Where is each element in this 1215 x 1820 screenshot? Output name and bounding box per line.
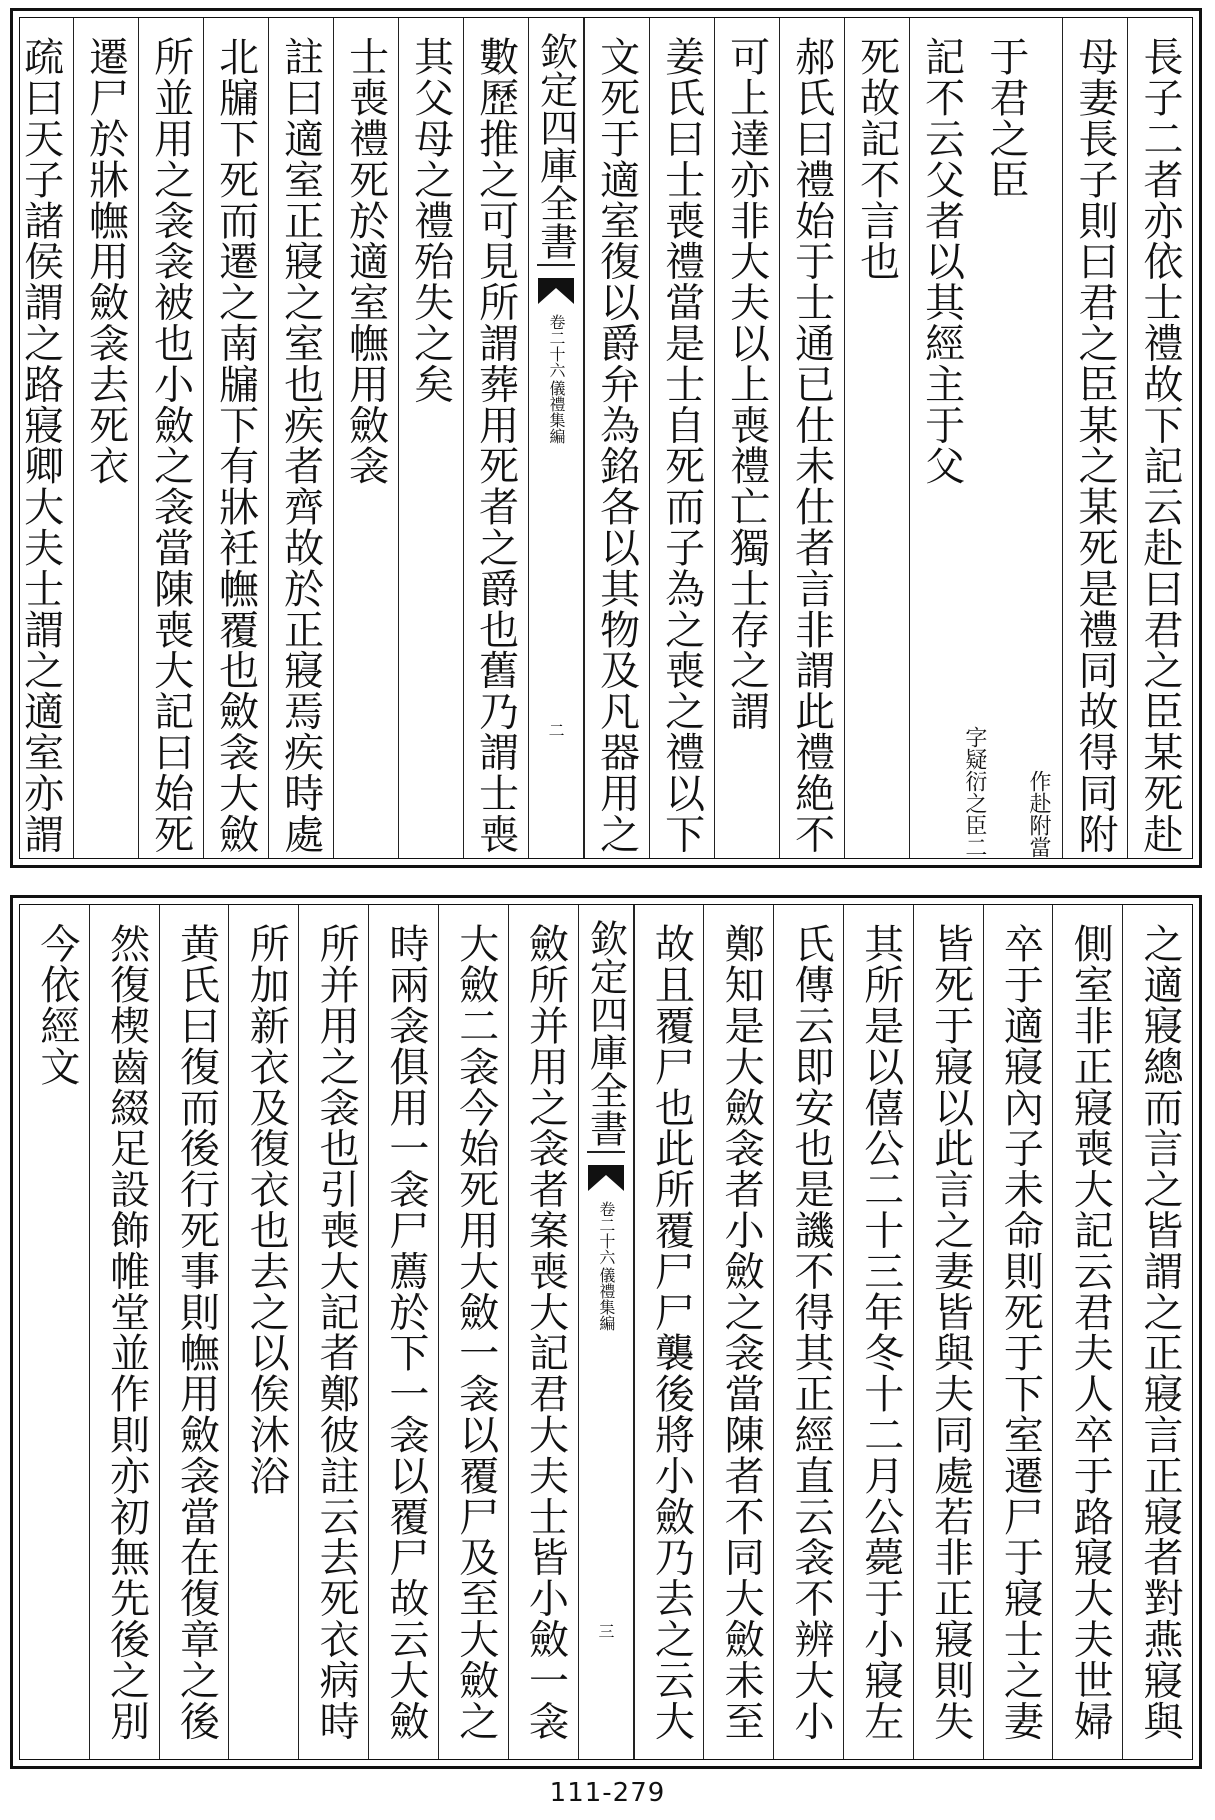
leaf-number: 二 — [546, 722, 566, 738]
text-column: 北牖下死而遷之南牖下有牀衽幠覆也斂衾大斂 — [203, 18, 268, 858]
page-bottom — [10, 895, 1202, 1769]
annotation-pair — [962, 36, 986, 858]
annotation-note: 字疑衍 — [961, 726, 987, 792]
text-column: 文死于適室復以爵弁為銘各以其物及凡器用之 — [584, 18, 649, 858]
annotation-note: 附當 — [1026, 814, 1051, 858]
text-column: 其父母之禮殆失之矣 — [398, 18, 463, 858]
text-column: 郝氏曰禮始于士通已仕未仕者言非謂此禮絶不 — [779, 18, 844, 858]
text-column: 所并用之衾也引喪大記者鄭彼註云去死衣病時 — [298, 905, 368, 1759]
center-gutter — [578, 905, 634, 1759]
text-column: 所並用之衾衾被也小斂之衾當陳喪大記曰始死 — [138, 18, 203, 858]
text-segment: 于君之臣 — [982, 36, 1029, 200]
volume-number: 卷二十六 — [596, 1201, 616, 1265]
text-column: 疏曰天子諸侯謂之路寢卿大夫士謂之適室亦謂 — [17, 36, 64, 854]
text-column: 姜氏曰士喪禮當是士自死而子為之喪之禮以下 — [649, 18, 714, 858]
text-column: 氏傳云即安也是譏不得其正經直云衾不辨大小 — [773, 905, 843, 1759]
text-column-annotated — [909, 18, 1062, 858]
text-column: 死故記不言也 — [844, 18, 909, 858]
text-column: 時兩衾俱用一衾尸薦於下一衾以覆尸故云大斂 — [368, 905, 438, 1759]
text-column: 註曰適室正寢之室也疾者齊故於正寢焉疾時處 — [268, 18, 333, 858]
text-column: 所加新衣及復衣也去之以俟沐浴 — [228, 905, 298, 1759]
text-column: 大斂二衾今始死用大斂一衾以覆尸及至大斂之 — [438, 905, 508, 1759]
text-column: 其所是以僖公二十三年冬十二月公薨于小寢左 — [843, 905, 913, 1759]
text-segment: 記不云父者以其經主于父 — [918, 36, 965, 486]
text-column: 士喪禮死於適室幠用斂衾 — [333, 18, 398, 858]
volume-title: 儀禮集編 — [596, 1267, 616, 1331]
center-gutter — [528, 18, 584, 858]
page-top — [10, 8, 1202, 868]
fish-tail-icon — [586, 1161, 626, 1195]
volume-label — [597, 1201, 614, 1331]
page-number: 111-279 — [549, 1778, 666, 1808]
annotation-note: 作赴 — [1026, 770, 1051, 814]
volume-label — [547, 314, 567, 444]
text-column: 側室非正寢喪大記云君夫人卒于路寢大夫世婦 — [1052, 905, 1122, 1759]
text-column: 卒于適寢內子未命則死于下室遷尸于寢士之妻 — [983, 905, 1053, 1759]
leaf-number: 三 — [596, 1623, 615, 1639]
text-column: 然復楔齒綴足設飾帷堂並作則亦初無先後之別 — [89, 905, 159, 1759]
text-column: 之適寢總而言之皆謂之正寢言正寢者對燕寢與 — [1122, 905, 1192, 1759]
text-column: 斂所并用之衾者案喪大記君大夫士皆小斂一衾 — [508, 905, 578, 1759]
annotation-pair — [1026, 36, 1050, 858]
volume-number: 卷二十六 — [547, 314, 567, 378]
text-column: 皆死于寢以此言之妻皆與夫同處若非正寢則失 — [913, 905, 983, 1759]
text-column: 遷尸於牀幠用斂衾去死衣 — [73, 18, 138, 858]
text-columns-top — [17, 18, 1192, 858]
text-columns-bottom — [20, 905, 1192, 1759]
book-title: 欽定四庫全書 — [537, 32, 575, 266]
text-column: 長子二者亦依士禮故下記云赴曰君之臣某死赴 — [1127, 18, 1192, 858]
text-column: 今依經文 — [33, 923, 80, 1087]
text-column: 可上達亦非大夫以上喪禮亡獨士存之謂 — [714, 18, 779, 858]
text-column: 鄭知是大斂衾者小斂之衾當陳者不同大斂未至 — [703, 905, 773, 1759]
text-column: 數歷推之可見所謂葬用死者之爵也舊乃謂士喪 — [463, 18, 528, 858]
text-column: 黄氏曰復而後行死事則幠用斂衾當在復章之後 — [159, 905, 229, 1759]
fish-tail-icon — [536, 274, 576, 308]
annotation-note: 之臣二 — [961, 792, 987, 858]
text-column: 母妻長子則曰君之臣某之某死是禮同故得同附 — [1062, 18, 1127, 858]
text-column: 故且覆尸也此所覆尸尸襲後將小斂乃去之云大 — [634, 905, 704, 1759]
book-title: 欽定四庫全書 — [587, 919, 625, 1153]
volume-title: 儀禮集編 — [547, 380, 567, 444]
